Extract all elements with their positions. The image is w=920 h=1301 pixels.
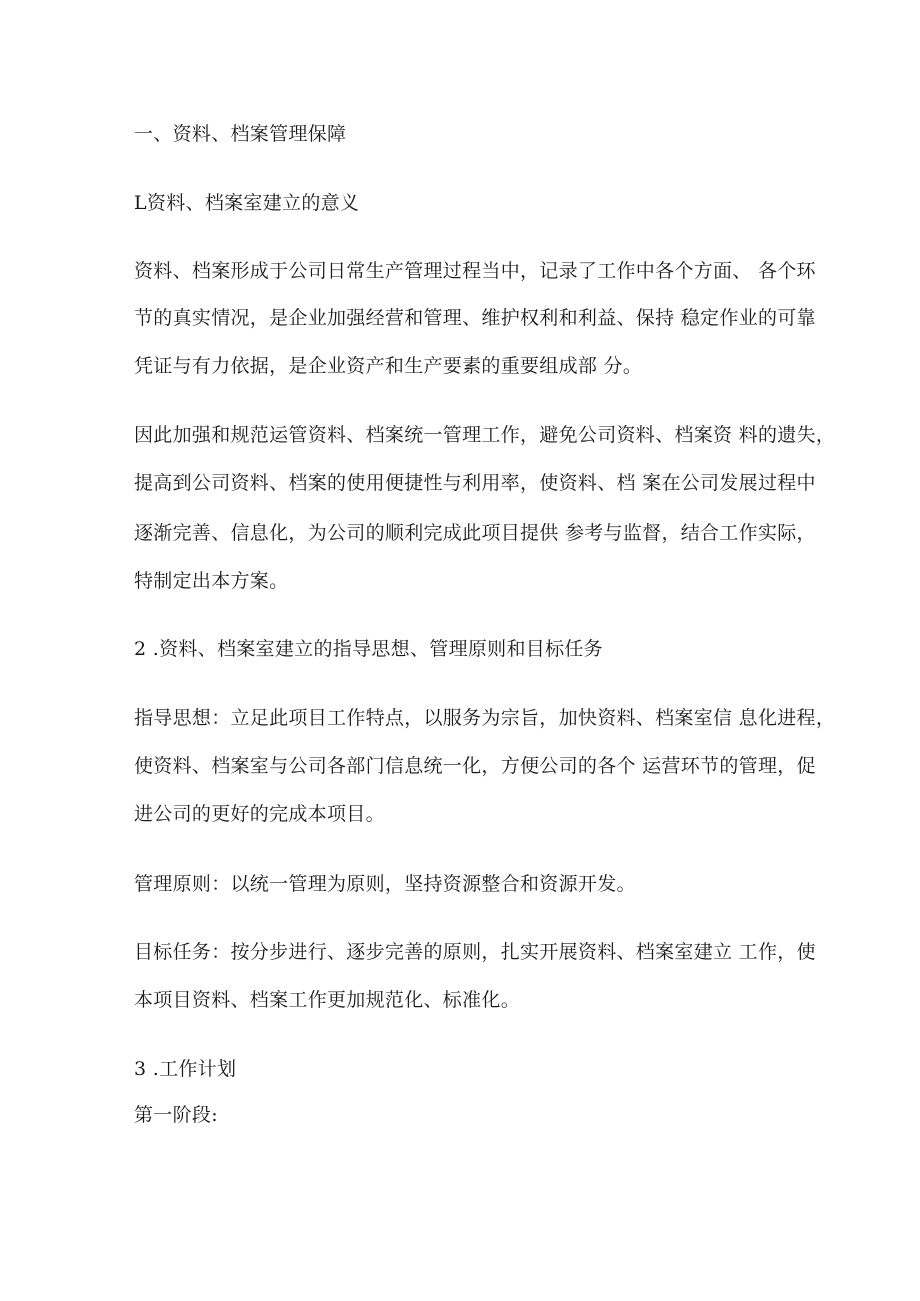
management-principle: 管理原则：以统一管理为原则，坚持资源整合和资源开发。 (134, 873, 636, 895)
subsection-2-title: 2 .资料、档案室建立的指导思想、管理原则和目标任务 (134, 638, 603, 660)
paragraph-2-line-3: 逐渐完善、信息化，为公司的顺利完成此项目提供 参考与监督，结合工作实际， (134, 522, 816, 544)
paragraph-1-line-3: 凭证与有力依据，是企业资产和生产要素的重要组成部 分。 (134, 355, 643, 377)
guiding-thought-line-1: 指导思想：立足此项目工作特点，以服务为宗旨，加快资料、档案室信 息化进程， (134, 707, 836, 729)
paragraph-1-line-1: 资料、档案形成于公司日常生产管理过程当中，记录了工作中各个方面、 各个环 (134, 260, 816, 282)
subsection-3-title: 3 .工作计划 (134, 1058, 237, 1080)
paragraph-2-line-1: 因此加强和规范运管资料、档案统一管理工作，避免公司资料、档案资 料的遗失， (134, 424, 836, 446)
target-tasks-line-2: 本项目资料、档案工作更加规范化、标准化。 (134, 989, 521, 1011)
section-title: 一、资料、档案管理保障 (134, 123, 347, 145)
target-tasks-line-1: 目标任务：按分步进行、逐步完善的原则，扎实开展资料、档案室建立 工作，使 (134, 941, 816, 963)
subsection-1-title: L资料、档案室建立的意义 (134, 192, 360, 214)
paragraph-1-line-2: 节的真实情况，是企业加强经营和管理、维护权利和利益、保持 稳定作业的可靠 (134, 307, 816, 329)
guiding-thought-line-3: 进公司的更好的完成本项目。 (134, 803, 385, 825)
paragraph-2-line-4: 特制定出本方案。 (134, 570, 289, 592)
paragraph-2-line-2: 提高到公司资料、档案的使用便捷性与利用率，使资料、档 案在公司发展过程中 (134, 472, 816, 494)
guiding-thought-line-2: 使资料、档案室与公司各部门信息统一化，方便公司的各个 运营环节的管理，促 (134, 755, 816, 777)
phase-1-label: 第一阶段: (134, 1104, 218, 1126)
